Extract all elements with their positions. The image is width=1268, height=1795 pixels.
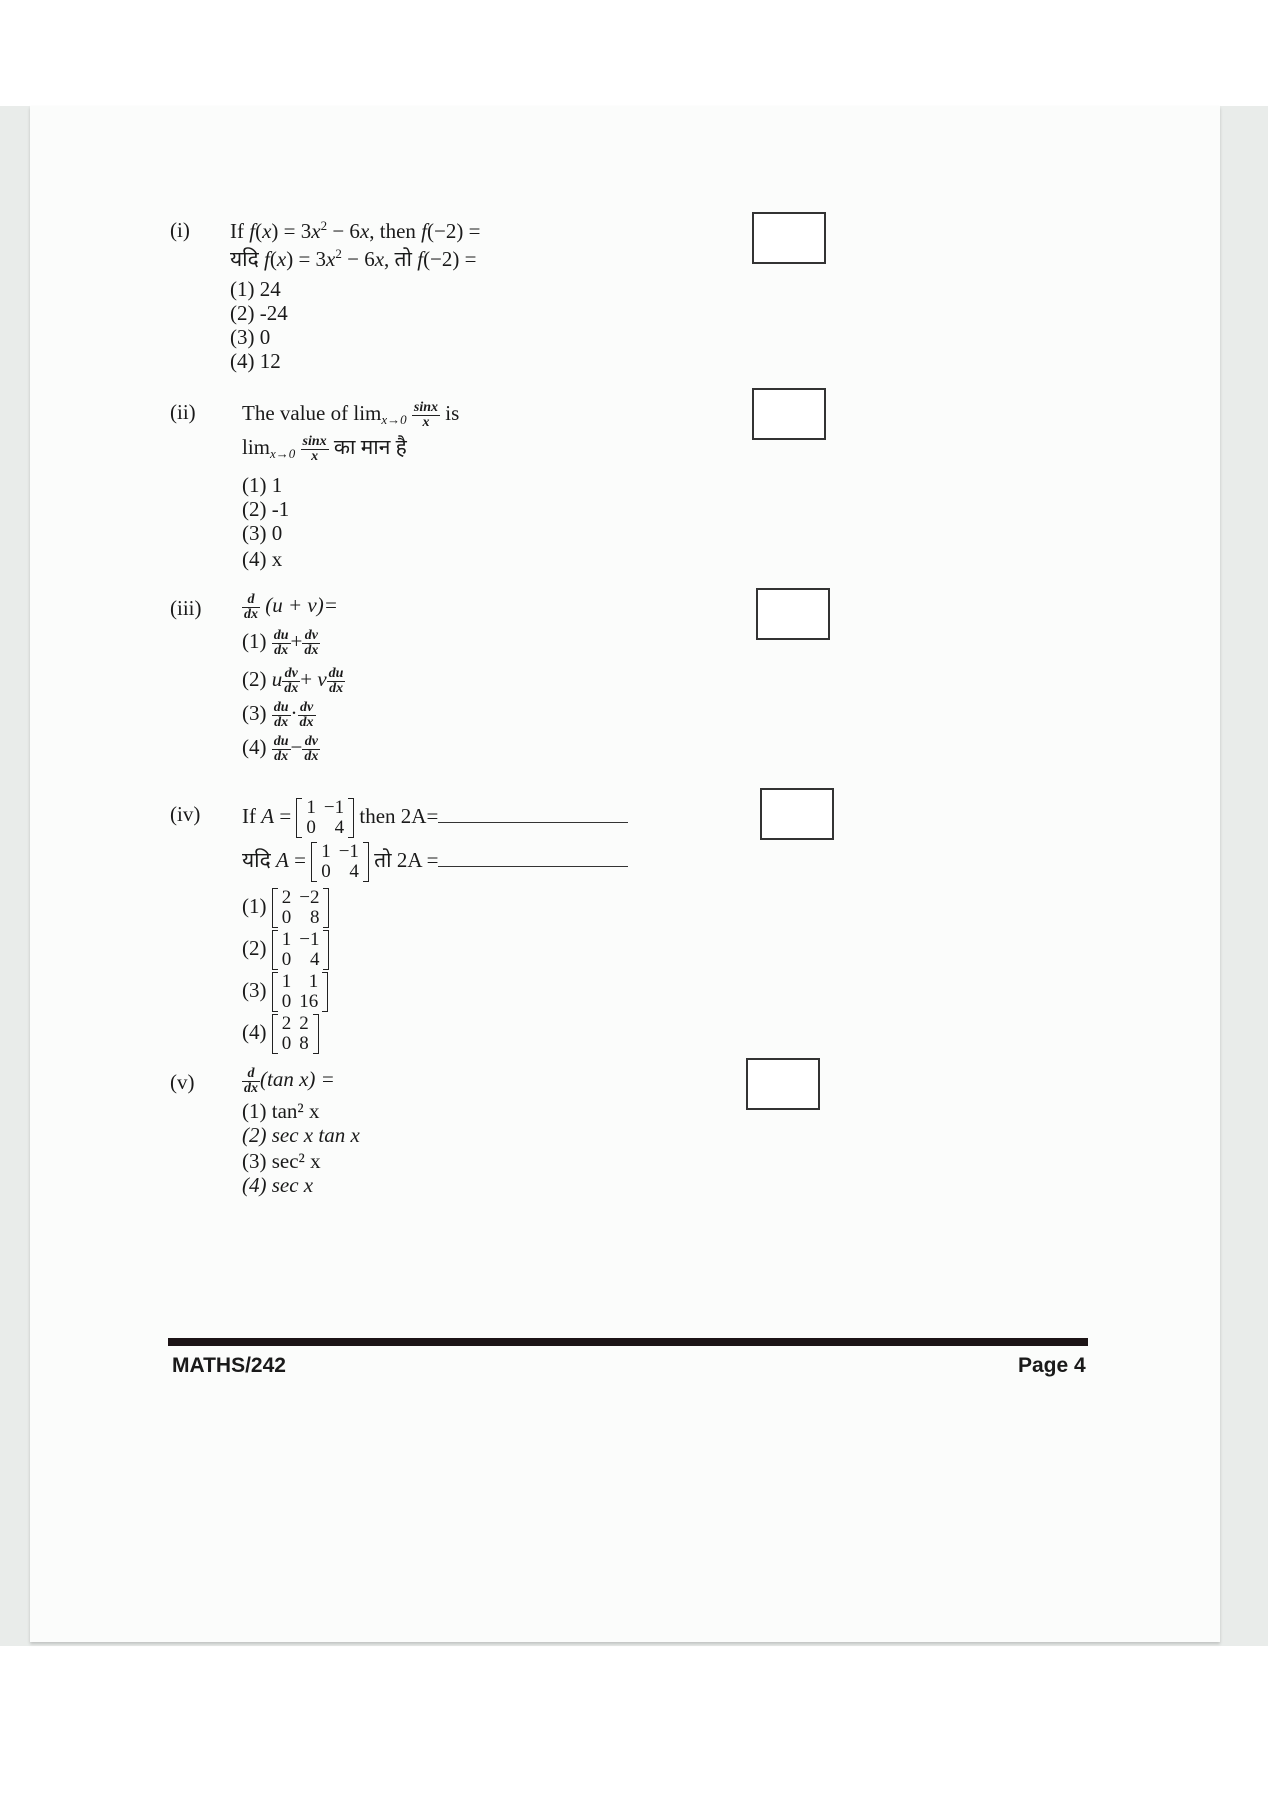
question-text-hindi: यदि $f(x) = 3x^2 - 6x$, तो f(−2) =: [230, 246, 477, 271]
option-1[interactable]: (1) $\frac{du}{dx}$ + $\frac{dv}{dx}$: [242, 627, 319, 658]
option-1[interactable]: (1) 2 −2 0 8: [242, 888, 329, 928]
option-4[interactable]: (4) $\frac{du}{dx}$ − $\frac{dv}{dx}$: [242, 733, 319, 764]
question-number: (i): [170, 218, 190, 242]
option-2[interactable]: (2) -24: [230, 301, 288, 325]
option-1[interactable]: (1) tan² x: [242, 1099, 320, 1123]
answer-blank[interactable]: [438, 804, 628, 823]
option-4[interactable]: (4) 12: [230, 349, 281, 373]
question-number: (ii): [170, 400, 196, 424]
option-2[interactable]: (2) 1 −1 0 4: [242, 930, 329, 970]
question-text: $\frac{d}{dx}$ (tan x) =: [244, 1065, 335, 1096]
answer-box[interactable]: [756, 588, 830, 640]
question-text-hindi: $\lim_{x\to 0}$ $\frac{\sin x}{x}$ का मान है: [242, 433, 407, 464]
matrix: 1 −1 0 4: [311, 842, 369, 882]
option-2[interactable]: (2) sec x tan x: [242, 1123, 360, 1147]
question-text-english: The value of $\lim_{x\to 0}$ $\frac{\sin x}{x}$ is: [242, 399, 460, 430]
question-text-english: If $f(x) = 3x^2 - 6x$, then f(−2) =: [230, 218, 481, 243]
fraction: $\frac{\sin x}{x}$: [302, 433, 327, 464]
exam-page: [30, 106, 1220, 1642]
option-3[interactable]: (3) sec² x: [242, 1149, 321, 1173]
answer-box[interactable]: [746, 1058, 820, 1110]
question-text-hindi: यदि A = 1 −1 0 4 तो 2A =: [242, 842, 628, 882]
matrix: 1 −1 0 4: [296, 798, 354, 838]
answer-box[interactable]: [752, 388, 826, 440]
page-number: Page 4: [1018, 1354, 1086, 1377]
question-text-english: If A = 1 −1 0 4 then 2A=: [242, 798, 628, 838]
option-4[interactable]: (4) sec x: [242, 1173, 314, 1197]
option-2[interactable]: (2) u $\frac{dv}{dx}$ + v $\frac{du}{dx}$: [242, 665, 344, 696]
footer-rule: [168, 1338, 1088, 1346]
fraction: $\frac{\sin x}{x}$: [413, 399, 439, 430]
answer-box[interactable]: [760, 788, 834, 840]
question-number: (iv): [170, 802, 201, 826]
option-2[interactable]: (2) -1: [242, 497, 290, 521]
option-1[interactable]: (1) 1: [242, 473, 283, 497]
question-number: (v): [170, 1070, 195, 1094]
option-4[interactable]: (4) x: [242, 547, 283, 571]
question-number: (iii): [170, 596, 202, 620]
answer-box[interactable]: [752, 212, 826, 264]
footer-code: MATHS/242: [172, 1354, 286, 1377]
option-4[interactable]: (4) 2 2 0 8: [242, 1014, 319, 1054]
option-3[interactable]: (3) 0: [242, 521, 283, 545]
option-3[interactable]: (3) $\frac{du}{dx}$ · $\frac{dv}{dx}$: [242, 699, 314, 730]
answer-blank[interactable]: [438, 848, 628, 867]
option-3[interactable]: (3) 0: [230, 325, 271, 349]
option-3[interactable]: (3) 1 1 0 16: [242, 972, 328, 1012]
question-text: $\frac{d}{dx}$ (u + v)=: [244, 591, 338, 622]
option-1[interactable]: (1) 24: [230, 277, 281, 301]
